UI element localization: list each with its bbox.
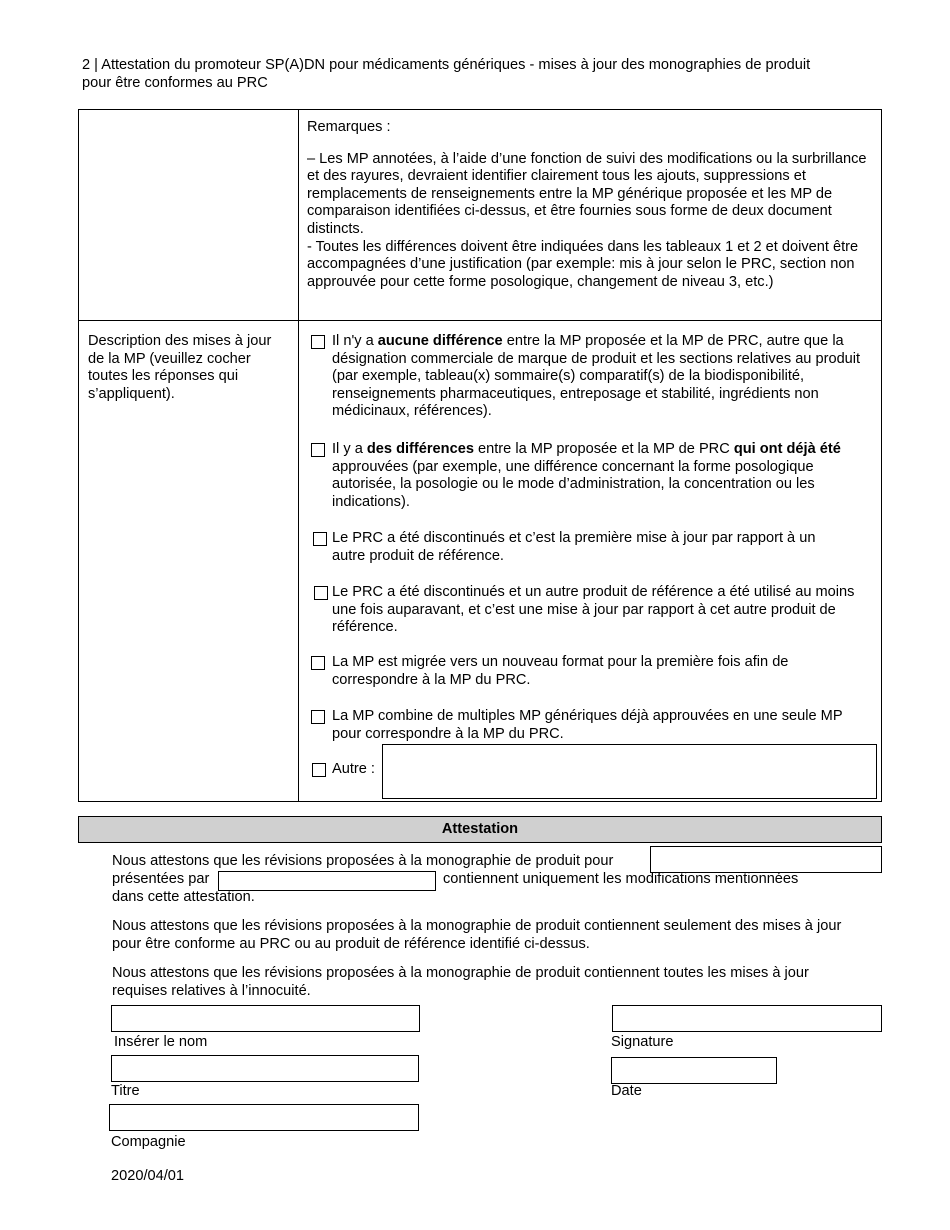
option-approved-differences-checkbox[interactable] — [311, 443, 325, 457]
name-field[interactable] — [111, 1005, 420, 1032]
option-no-difference-checkbox[interactable] — [311, 335, 325, 349]
attestation-title: Attestation — [78, 816, 882, 843]
option-new-format-checkbox[interactable] — [311, 656, 325, 670]
attestation-statement-2: Nous attestons que les révisions proposées à la monographie de produit contiennent seulement des mises à jour pour être conforme au PRC ou au produit de référence identifié ci-dessus. — [112, 918, 842, 952]
option-combine-checkbox[interactable] — [311, 710, 325, 724]
title-field[interactable] — [111, 1055, 419, 1082]
table-row-divider — [78, 320, 882, 321]
sponsor-name-field[interactable] — [218, 871, 436, 891]
attestation-statement-1a: Nous attestons que les révisions proposées à la monographie de produit pour — [112, 853, 614, 869]
option-other-reference-checkbox[interactable] — [314, 586, 328, 600]
option-new-format-text: La MP est migrée vers un nouveau format pour la première fois afin de correspondre à la MP du PRC. — [332, 654, 789, 688]
footer-date: 2020/04/01 — [111, 1168, 185, 1184]
other-description-field[interactable] — [382, 744, 877, 799]
header-title-line1: 2 | Attestation du promoteur SP(A)DN pour médicaments génériques - mises à jour des monographies de produit — [82, 57, 811, 73]
option-combine-text: La MP combine de multiples MP génériques déjà approuvées en une seule MP pour correspondre à la MP du PRC. — [332, 708, 843, 742]
date-label: Date — [611, 1083, 642, 1099]
option-other-label: Autre : — [332, 761, 375, 777]
description-label: Description des mises à jour de la MP (veuillez cocher toutes les réponses qui s’appliquent). — [88, 333, 272, 402]
name-label: Insérer le nom — [114, 1034, 208, 1050]
remarks-cell — [307, 119, 872, 291]
table-column-divider — [298, 109, 299, 802]
company-label: Compagnie — [111, 1134, 186, 1150]
remarks-paragraph-2: - Toutes les différences doivent être indiquées dans les tableaux 1 et 2 et doivent être accompagnées d’une justification (par exemple: mis à jour selon le PRC, section non approuvée pour cette forme posologique, changement de niveau 3, etc.) — [307, 238, 859, 290]
remarks-paragraph-1: – Les MP annotées, à l’aide d’une fonction de suivi des modifications ou la surbrillance et des rayures, devraient identifier clairement tous les ajouts, suppressions et remplacements de renseignements entre la MP générique proposée et les MP de comparaison identifiées ci-dessus, et être fournies sous forme de deux document distincts. — [307, 150, 867, 237]
remarks-heading: Remarques : — [307, 119, 391, 135]
attestation-statement-1b: présentées par — [112, 871, 210, 887]
header-title-line2: pour être conformes au PRC — [82, 74, 268, 91]
option-approved-differences-text: Il y a des différences entre la MP proposée et la MP de PRC qui ont déjà été approuvées (par exemple, une différence concernant la forme posologique autorisée, la posologie ou le mode d’administration, la concentration ou les indications). — [332, 441, 841, 510]
option-other-checkbox[interactable] — [312, 763, 326, 777]
product-name-field[interactable] — [650, 846, 882, 873]
attestation-statement-1c: contiennent uniquement les modifications mentionnées — [443, 871, 799, 887]
company-field[interactable] — [109, 1104, 419, 1131]
option-other-reference-text: Le PRC a été discontinués et un autre produit de référence a été utilisé au moins une fois auparavant, et c’est une mise à jour par rapport à cet autre produit de référence. — [332, 584, 855, 636]
date-field[interactable] — [611, 1057, 777, 1084]
option-first-update-text: Le PRC a été discontinués et c’est la première mise à jour par rapport à un autre produit de référence. — [332, 530, 816, 564]
title-label: Titre — [111, 1083, 140, 1099]
signature-field[interactable] — [612, 1005, 882, 1032]
option-no-difference-text: Il n'y a aucune différence entre la MP proposée et la MP de PRC, autre que la désignation commerciale de marque de produit et les sections relatives au produit (par exemple, tableau(x) sommaire(s) comparatif(s) de la biodisponibilité, renseignements pharmaceutiques, entreposage et stabilité, ingrédients non médicinaux, références). — [332, 333, 861, 420]
page-header — [82, 57, 882, 92]
signature-label: Signature — [611, 1034, 674, 1050]
attestation-statement-3: Nous attestons que les révisions proposées à la monographie de produit contiennent toutes les mises à jour requises relatives à l’innocuité. — [112, 965, 809, 999]
option-first-update-checkbox[interactable] — [313, 532, 327, 546]
attestation-statement-1d: dans cette attestation. — [112, 889, 255, 905]
